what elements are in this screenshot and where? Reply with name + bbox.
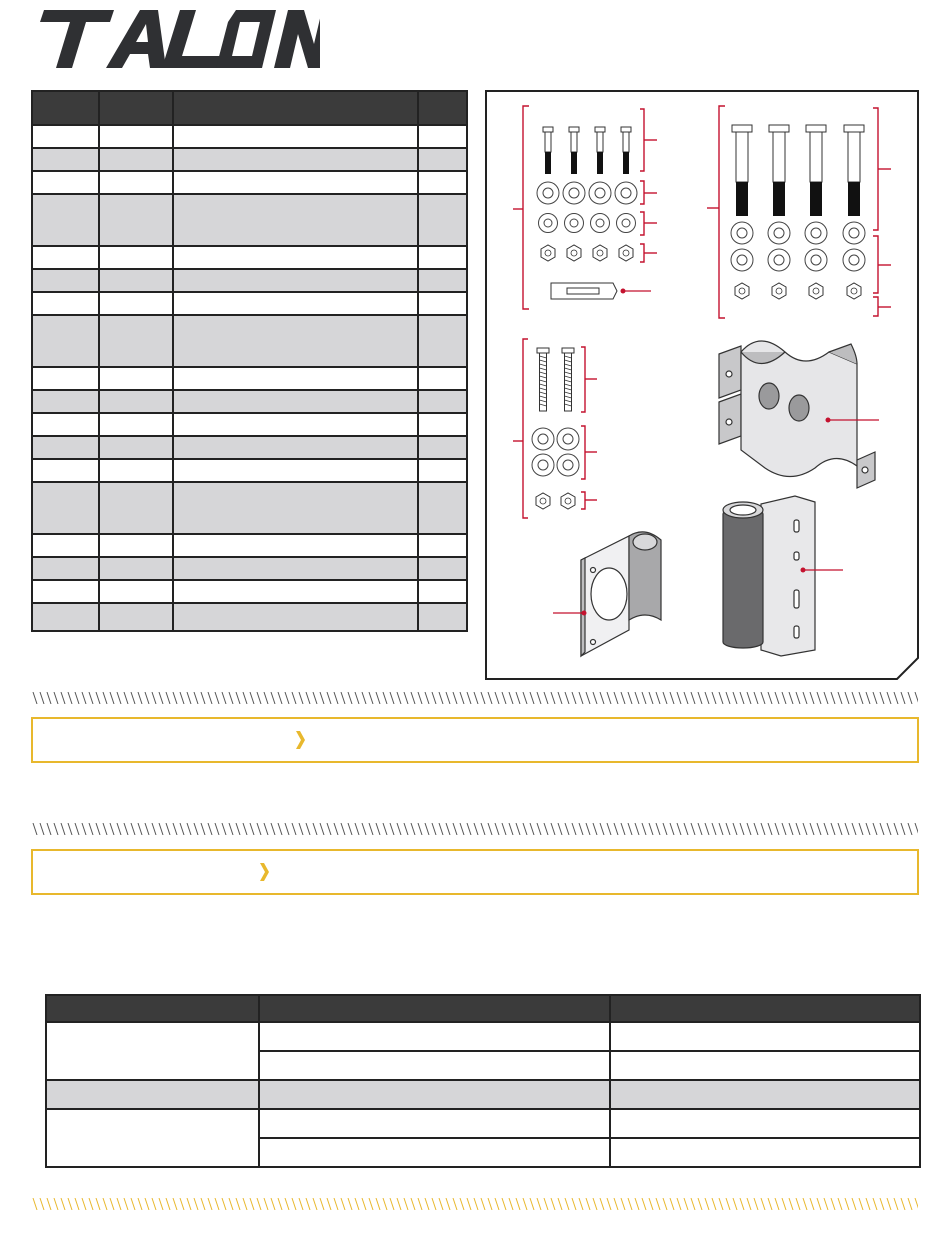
spec-table [45, 994, 921, 1168]
table-row [46, 1080, 920, 1109]
parts-col-header [418, 91, 467, 125]
callout-box [31, 717, 919, 763]
chevron-right-icon [295, 731, 305, 749]
table-row [32, 292, 467, 315]
spec-table-header-row [46, 995, 920, 1022]
table-row [32, 148, 467, 171]
parts-col-header [173, 91, 418, 125]
table-row [32, 436, 467, 459]
spec-col-header [259, 995, 610, 1022]
table-row [32, 534, 467, 557]
hatch-divider [32, 692, 918, 704]
table-row [32, 269, 467, 292]
parts-table-header-row [32, 91, 467, 125]
table-row [32, 367, 467, 390]
table-row [32, 194, 467, 246]
chevron-right-icon [259, 863, 269, 881]
table-row [46, 1109, 920, 1138]
table-row [32, 482, 467, 534]
table-row [32, 315, 467, 367]
table-row [32, 557, 467, 580]
callout-box [31, 849, 919, 895]
talon-logo [30, 8, 320, 70]
parts-table [31, 90, 468, 632]
table-row [32, 603, 467, 631]
spec-col-header [46, 995, 259, 1022]
table-row [32, 413, 467, 436]
table-row [32, 390, 467, 413]
hatch-divider [32, 823, 918, 835]
hardware-diagram [485, 90, 919, 680]
table-row [32, 171, 467, 194]
spec-col-header [610, 995, 920, 1022]
hatch-divider-bottom [32, 1198, 918, 1210]
parts-col-header [32, 91, 99, 125]
table-row [32, 246, 467, 269]
table-row [32, 580, 467, 603]
parts-col-header [99, 91, 173, 125]
table-row [46, 1022, 920, 1051]
table-row [32, 459, 467, 482]
table-row [32, 125, 467, 148]
tube-mount-icon [723, 496, 815, 656]
